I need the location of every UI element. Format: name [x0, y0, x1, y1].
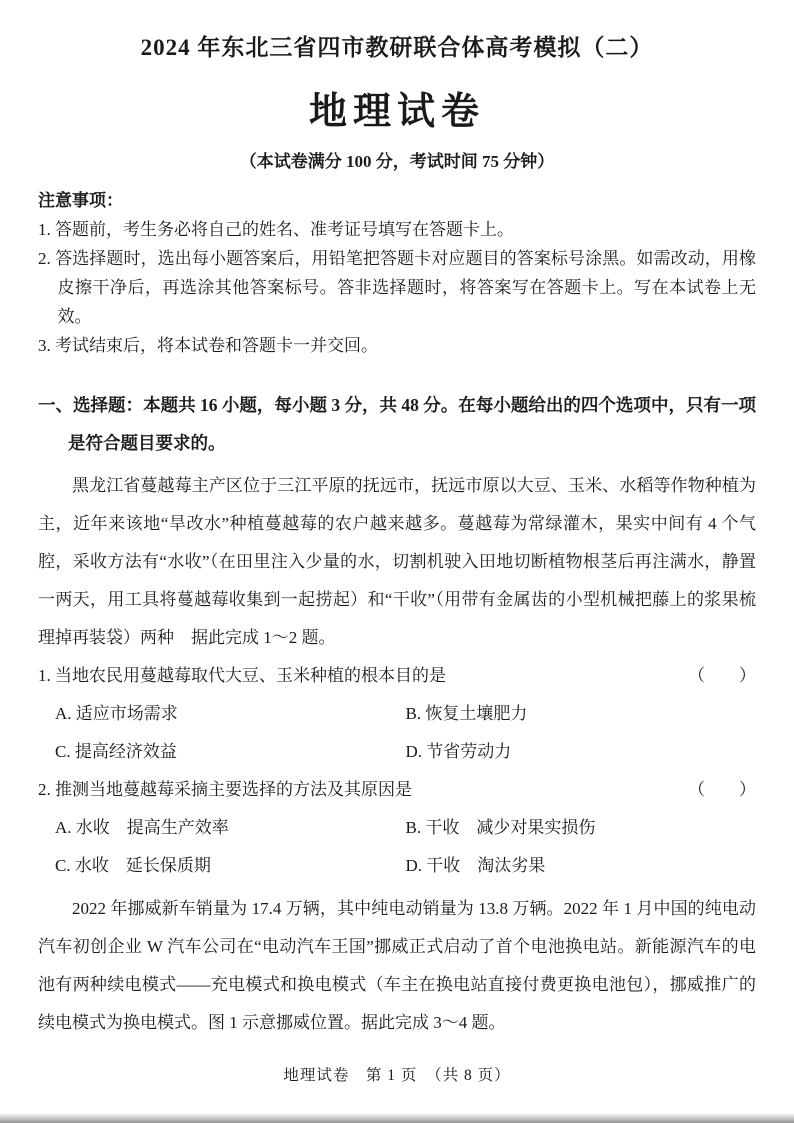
- notice-item-3: 3. 考试结束后，将本试卷和答题卡一并交回。: [38, 336, 378, 355]
- notice-item-2: 2. 答选择题时，选出每小题答案后，用铅笔把答题卡对应题目的答案标号涂黑。如需改动，用橡皮擦干净后，再选涂其他答案标号。答非选择题时，将答案写在答题卡上。写在本试卷上无效。: [38, 249, 756, 326]
- notices-heading: 注意事项：: [38, 191, 123, 210]
- question-2-stem: 2. 推测当地蔓越莓采摘主要选择的方法及其原因是: [38, 780, 412, 799]
- notice-item-1: 1. 答题前，考生务必将自己的姓名、准考证号填写在答题卡上。: [38, 220, 514, 239]
- question-1-option-d: D. 节省劳动力: [405, 742, 512, 761]
- question-1-option-b: B. 恢复土壤肥力: [405, 704, 528, 723]
- question-1-option-c: C. 提高经济效益: [55, 742, 177, 761]
- question-2-options: [38, 809, 756, 885]
- question-2-option-c: C. 水收 延长保质期: [55, 856, 211, 875]
- question-2-stem-line: [38, 771, 756, 809]
- scan-edge-artifact: [0, 1113, 794, 1123]
- page-footer-text: 地理试卷 第 1 页 （共 8 页）: [283, 1067, 511, 1084]
- passage-cranberry: 黑龙江省蔓越莓主产区位于三江平原的抚远市，抚远市原以大豆、玉米、水稻等作物种植为主，近年来该地“旱改水”种植蔓越莓的农户越来越多。蔓越莓为常绿灌木，果实中间有 4 个气腔，采收方法有“水收”（在田里注入少量的水，切割机驶入田地切断植物根茎后再注满水，静置一两天，用工具将蔓越莓收集到一起捞起）和“干收”（用带有金属齿的小型机械把藤上的浆果梳理掉再装袋）两种 据此完成 1～2 题。: [38, 476, 756, 647]
- question-1-options: [38, 695, 756, 771]
- subject-title: 地理试卷: [308, 91, 485, 133]
- question-2-option-a: A. 水收 提高生产效率: [55, 818, 229, 837]
- exam-title: 2024 年东北三省四市教研联合体高考模拟（二）: [140, 35, 654, 60]
- question-1-option-a: A. 适应市场需求: [55, 704, 178, 723]
- page-footer: [0, 1063, 794, 1085]
- question-2: [38, 771, 756, 885]
- question-2-answer-bracket: （ ）: [688, 780, 756, 799]
- exam-info: （本试卷满分 100 分，考试时间 75 分钟）: [239, 152, 555, 171]
- question-1: [38, 657, 756, 771]
- question-1-stem-line: [38, 657, 756, 695]
- question-1-answer-bracket: （ ）: [688, 666, 756, 685]
- question-2-option-d: D. 干收 淘汰劣果: [405, 856, 546, 875]
- question-2-option-b: B. 干收 减少对果实损伤: [405, 818, 596, 837]
- notices-section: [38, 186, 756, 360]
- passage-norway-ev: 2022 年挪威新车销量为 17.4 万辆，其中纯电动销量为 13.8 万辆。2022 年 1 月中国的纯电动汽车初创企业 W 汽车公司在“电动汽车王国”挪威正式启动了首个电池换电站。新能源汽车的电池有两种续电模式——充电模式和换电模式（车主在换电站直接付费更换电池包），挪威推广的续电模式为换电模式。图 1 示意挪威位置。据此完成 3～4 题。: [38, 899, 756, 1032]
- question-1-stem: 1. 当地农民用蔓越莓取代大豆、玉米种植的根本目的是: [38, 666, 446, 685]
- section-heading-choice: 一、选择题：本题共 16 小题，每小题 3 分，共 48 分。在每小题给出的四个选项中，只有一项是符合题目要求的。: [38, 395, 756, 453]
